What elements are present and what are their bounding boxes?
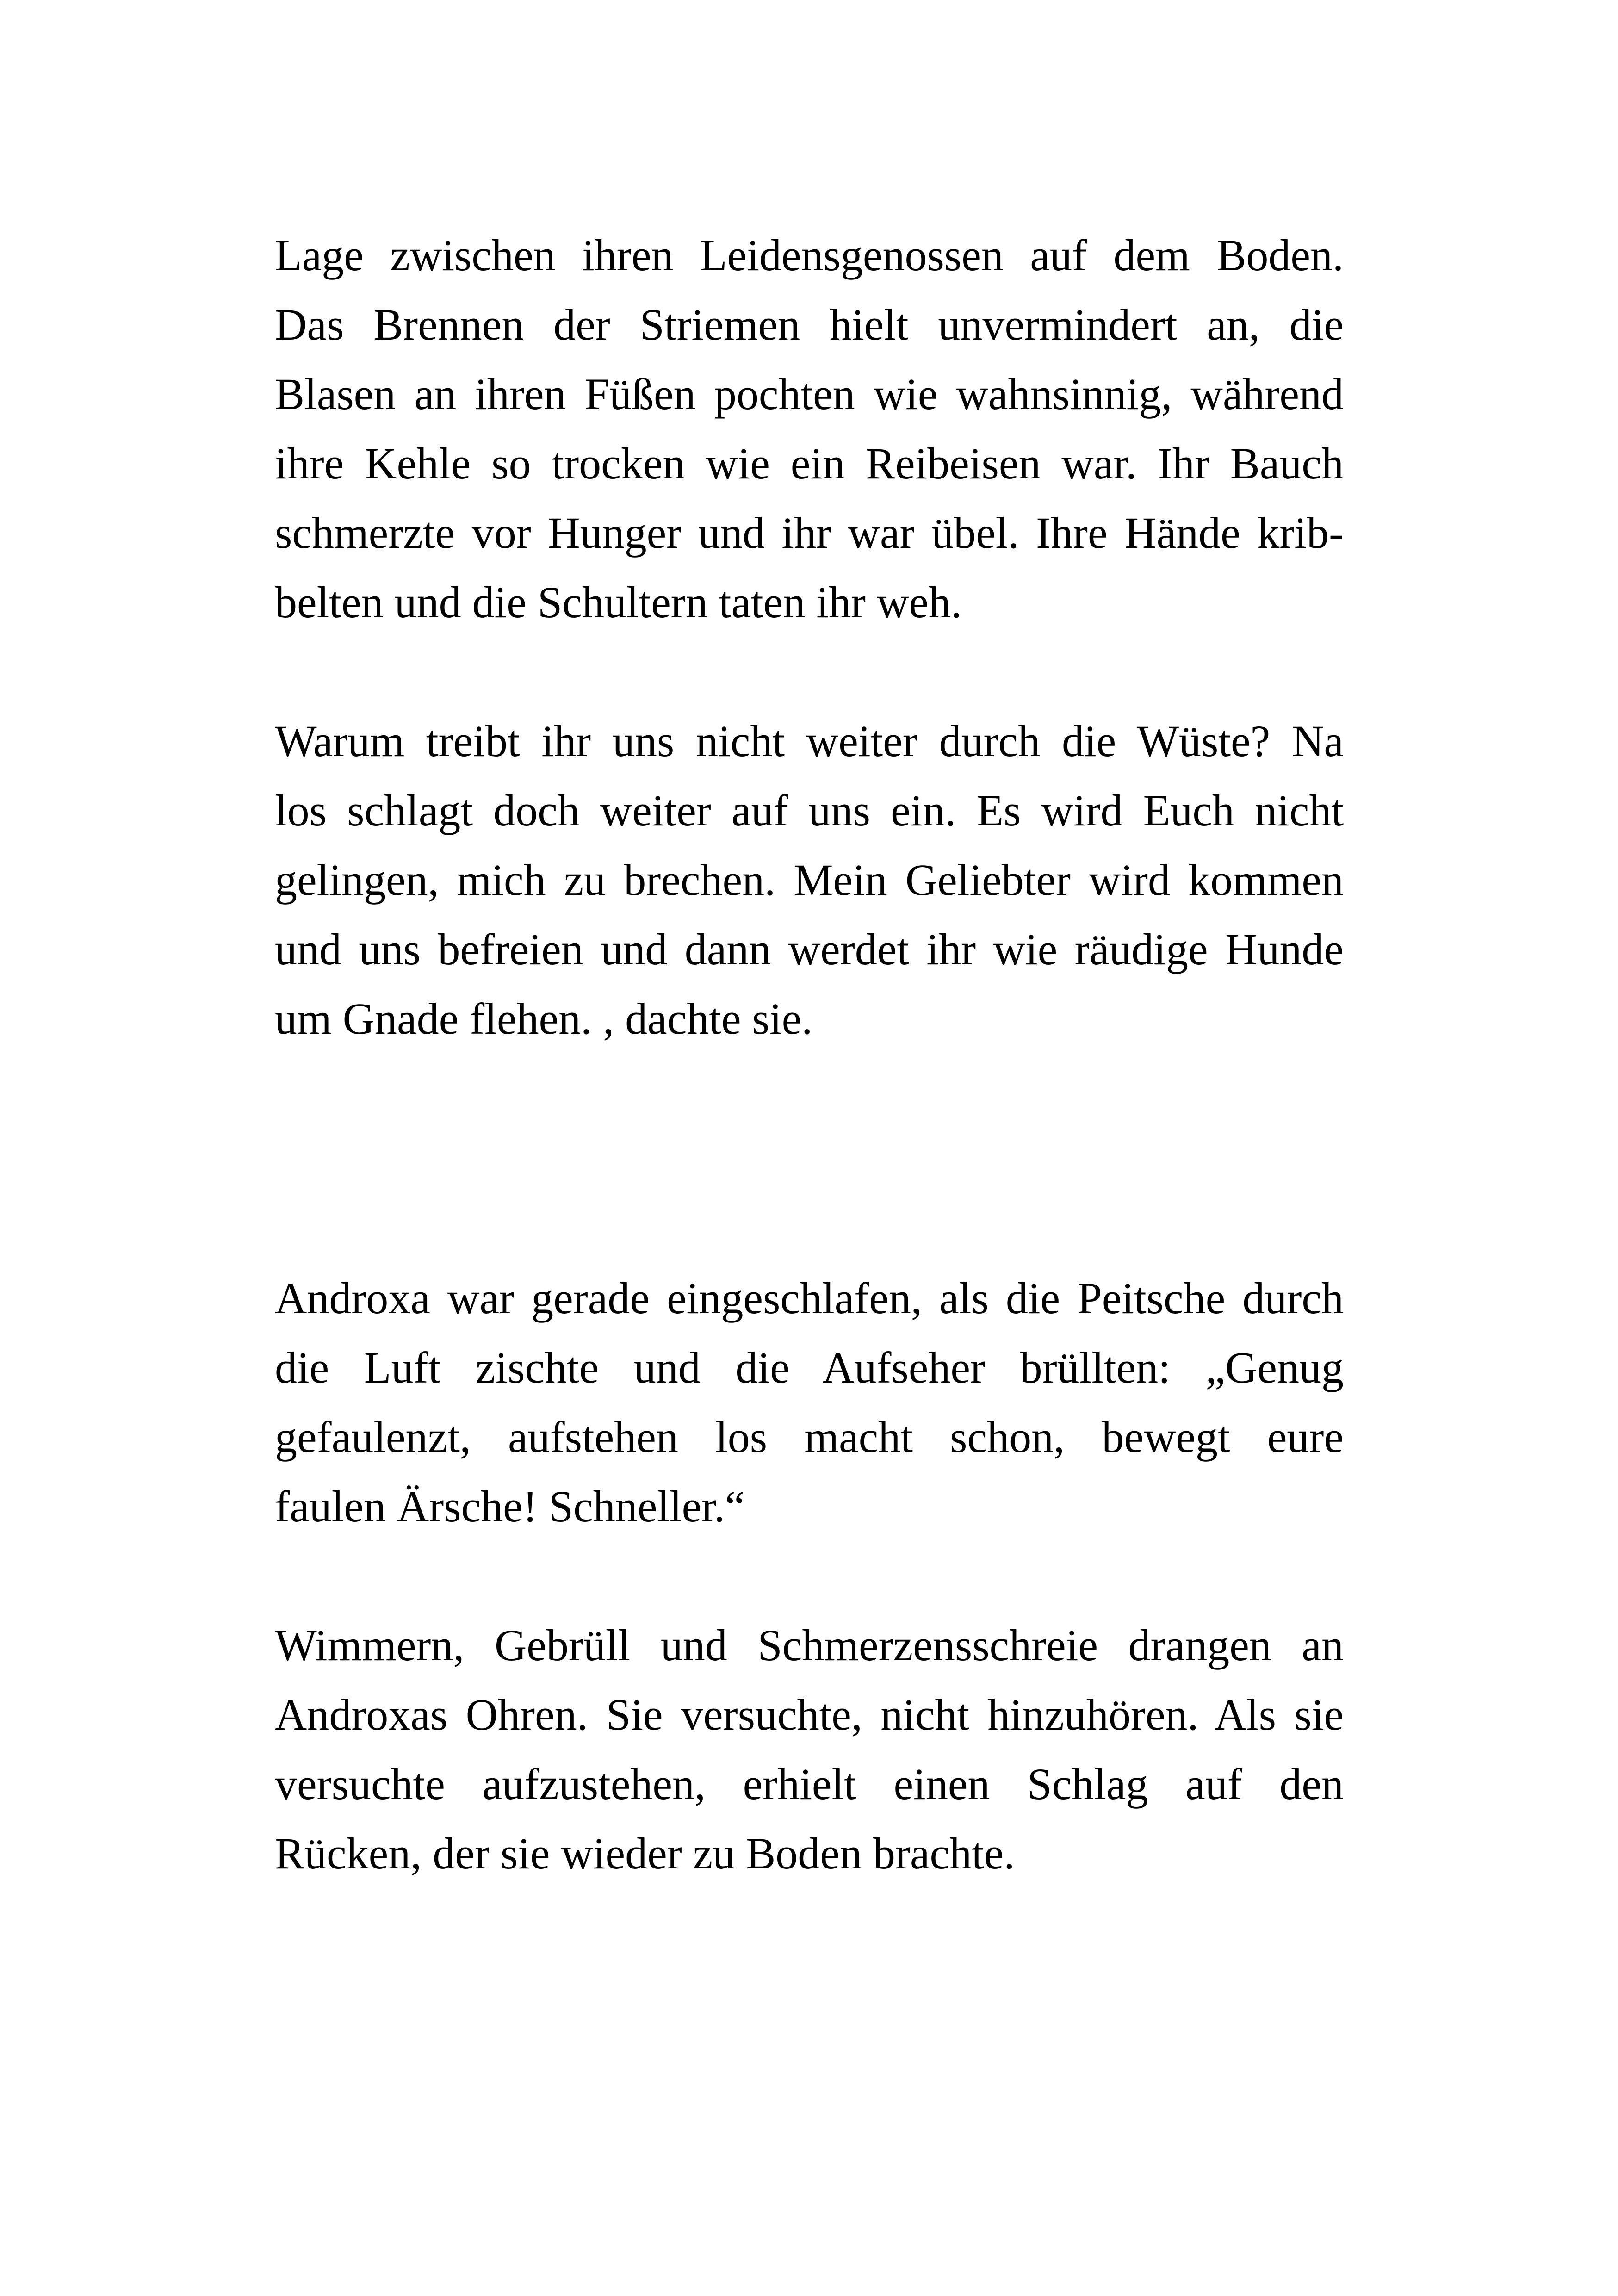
text-line: um Gnade flehen. , dachte sie.: [275, 994, 813, 1043]
text-line: faulen Ärsche! Schneller.“: [275, 1482, 745, 1531]
text-line: los schlagt doch weiter auf uns ein. Es wird Euch nicht: [275, 786, 1344, 835]
text-line: Rücken, der sie wieder zu Boden brachte.: [275, 1829, 1015, 1878]
text-line: und uns befreien und dann werdet ihr wie räudige Hunde: [275, 925, 1344, 974]
text-line: Lage zwischen ihren Leidensgenossen auf dem Boden.: [275, 230, 1344, 280]
text-line: die Luft zischte und die Aufseher brüllten: „Genug: [275, 1343, 1344, 1392]
text-line: Blasen an ihren Füßen pochten wie wahnsinnig, während: [275, 369, 1344, 419]
text-line: Warum treibt ihr uns nicht weiter durch die Wüste? Na: [275, 716, 1344, 766]
text-line: Androxa war gerade eingeschlafen, als die Peitsche durch: [275, 1273, 1344, 1323]
text-line: gelingen, mich zu brechen. Mein Geliebter wird kommen: [275, 855, 1344, 905]
text-line: Das Brennen der Striemen hielt unvermindert an, die: [275, 300, 1344, 349]
text-line: schmerzte vor Hunger und ihr war übel. Ihre Hände krib-: [275, 508, 1344, 558]
text-line: gefaulenzt, aufstehen los macht schon, bewegt eure: [275, 1412, 1344, 1462]
text-line: ihre Kehle so trocken wie ein Reibeisen war. Ihr Bauch: [275, 439, 1344, 488]
text-line: versuchte aufzustehen, erhielt einen Schlag auf den: [275, 1759, 1344, 1809]
text-line: Androxas Ohren. Sie versuchte, nicht hinzuhören. Als sie: [275, 1690, 1344, 1739]
text-line: Wimmern, Gebrüll und Schmerzensschreie drangen an: [275, 1620, 1344, 1670]
text-line: belten und die Schultern taten ihr weh.: [275, 577, 962, 627]
